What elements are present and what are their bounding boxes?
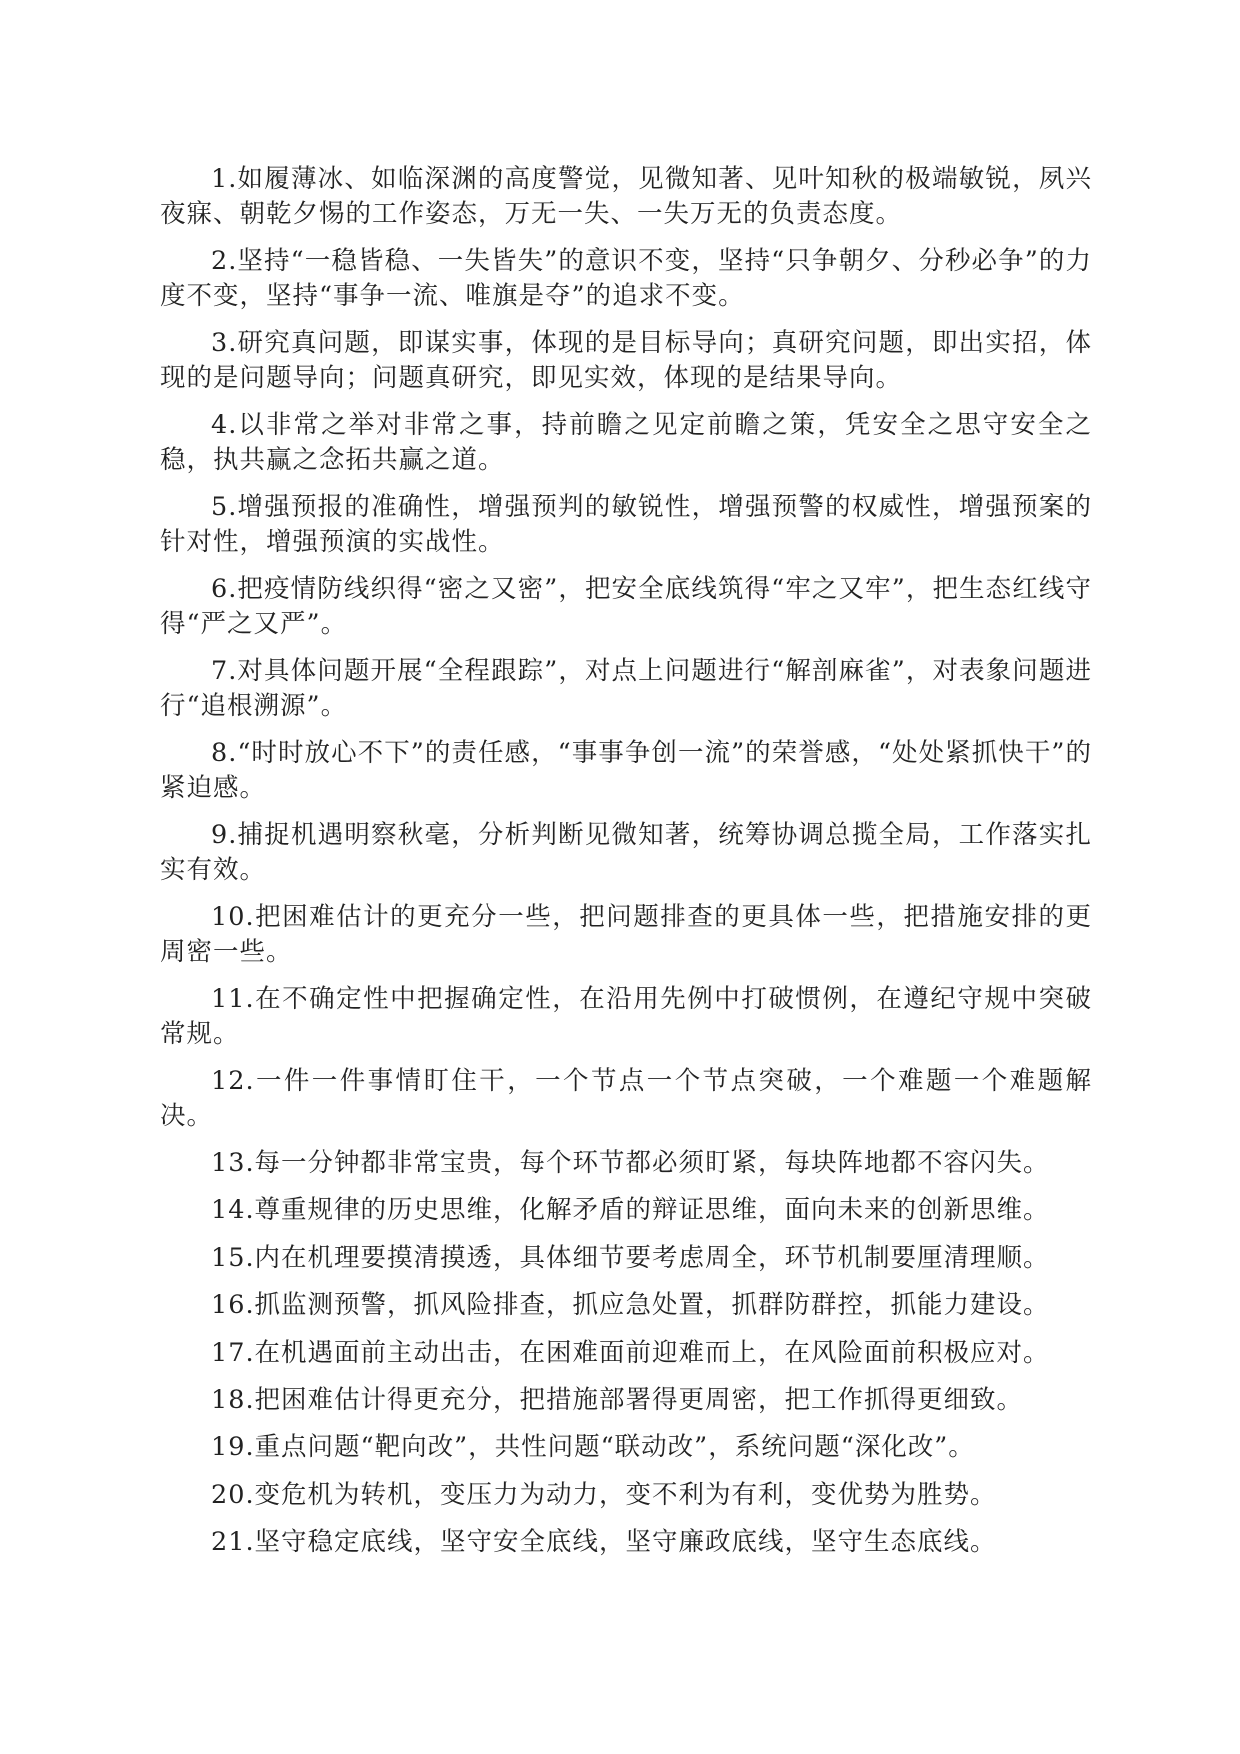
list-item: 14.尊重规律的历史思维，化解矛盾的辩证思维，面向未来的创新思维。 xyxy=(211,1195,1050,1226)
list-item: 21.坚守稳定底线，坚守安全底线，坚守廉政底线，坚守生态底线。 xyxy=(211,1527,997,1558)
list-item: 5.增强预报的准确性，增强预判的敏锐性，增强预警的权威性，增强预案的针对性，增强预演的实战性。 xyxy=(160,492,1092,557)
list-item: 3.研究真问题，即谋实事，体现的是目标导向；真研究问题，即出实招，体现的是问题导向；问题真研究，即见实效，体现的是结果导向。 xyxy=(160,328,1092,393)
list-item: 8.“时时放心不下”的责任感，“事事争创一流”的荣誉感，“处处紧抓快干”的紧迫感。 xyxy=(160,738,1092,803)
list-item: 12.一件一件事情盯住干，一个节点一个节点突破，一个难题一个难题解决。 xyxy=(160,1066,1092,1131)
list-item: 20.变危机为转机，变压力为动力，变不利为有利，变优势为胜势。 xyxy=(211,1479,997,1510)
list-item: 2.坚持“一稳皆稳、一失皆失”的意识不变，坚持“只争朝夕、分秒必争”的力度不变，坚持“事争一流、唯旗是夺”的追求不变。 xyxy=(160,246,1092,311)
list-item: 11.在不确定性中把握确定性，在沿用先例中打破惯例，在遵纪守规中突破常规。 xyxy=(160,984,1092,1049)
list-item: 4.以非常之举对非常之事，持前瞻之见定前瞻之策，凭安全之思守安全之稳，执共赢之念拓共赢之道。 xyxy=(160,410,1092,475)
document-body xyxy=(160,162,1092,1573)
list-item: 1.如履薄冰、如临深渊的高度警觉，见微知著、见叶知秋的极端敏锐，夙兴夜寐、朝乾夕惕的工作姿态，万无一失、一失万无的负责态度。 xyxy=(160,164,1092,229)
list-item: 9.捕捉机遇明察秋毫，分析判断见微知著，统筹协调总揽全局，工作落实扎实有效。 xyxy=(160,820,1092,885)
list-item: 16.抓监测预警，抓风险排查，抓应急处置，抓群防群控，抓能力建设。 xyxy=(211,1290,1050,1321)
list-item: 10.把困难估计的更充分一些，把问题排查的更具体一些，把措施安排的更周密一些。 xyxy=(160,902,1092,967)
list-item: 6.把疫情防线织得“密之又密”，把安全底线筑得“牢之又牢”，把生态红线守得“严之又严”。 xyxy=(160,574,1092,639)
list-item: 7.对具体问题开展“全程跟踪”，对点上问题进行“解剖麻雀”，对表象问题进行“追根溯源”。 xyxy=(160,656,1092,721)
list-item: 15.内在机理要摸清摸透，具体细节要考虑周全，环节机制要厘清理顺。 xyxy=(211,1242,1050,1273)
list-item: 19.重点问题“靶向改”，共性问题“联动改”，系统问题“深化改”。 xyxy=(211,1432,975,1463)
list-item: 13.每一分钟都非常宝贵，每个环节都必须盯紧，每块阵地都不容闪失。 xyxy=(211,1148,1050,1178)
list-item: 17.在机遇面前主动出击，在困难面前迎难而上，在风险面前积极应对。 xyxy=(211,1337,1050,1368)
list-item: 18.把困难估计得更充分，把措施部署得更周密，把工作抓得更细致。 xyxy=(211,1384,1024,1415)
